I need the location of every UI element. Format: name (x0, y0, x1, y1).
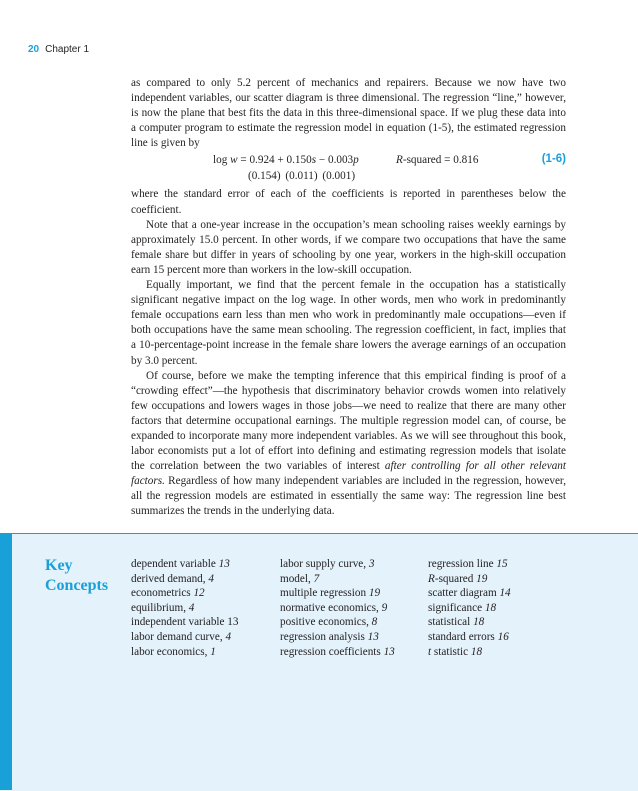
concept-term: regression line (428, 558, 497, 570)
concept-page: 13 (367, 630, 379, 643)
equation-1-6 (131, 153, 566, 186)
concept-item (280, 645, 395, 660)
concept-prefix: t (428, 645, 432, 658)
concept-page: 9 (381, 601, 388, 614)
concept-item (428, 645, 511, 660)
paragraph-1: as compared to only 5.2 percent of mechanics and repairers. Because we now have two independent variables, our scatter diagram is three dimensional. The regression “line,” however, is now the plane that best fits the data in this three-dimensional space. If we plug these data into a computer program to estimate the regression model in equation (1-5), the estimated regression line is given by (131, 77, 566, 150)
concept-term: scatter diagram (428, 587, 500, 600)
concept-term: significance (428, 601, 485, 614)
concept-page: 1 (210, 645, 216, 658)
concepts-column-2 (280, 557, 395, 659)
concept-term: model, (280, 572, 314, 585)
key-concepts-heading (45, 556, 108, 596)
concept-term: labor economics, (131, 645, 211, 658)
concept-page: 18 (473, 616, 485, 629)
concept-page: 4 (208, 572, 214, 585)
concepts-column-3 (428, 557, 511, 659)
concept-page: 19 (368, 587, 381, 600)
r-value: -squared = 0.816 (402, 154, 479, 167)
p5-text-a: Of course, before we make the tempting inference that this empirical finding is proof of a “crowding effect”—the hypothesis that discriminatory behavior crowds women into relatively few occupations and lowers wages in those jobs—we need to realize that there are many other factors that determine occupational earnings. The multiple regression model can, of course, be expanded to incorporate many more independent variables. As we will see throughout this book, labor economists put a lot of effort into defining and estimating regression models that isolate the correlation between the two variables of interest (131, 369, 566, 473)
concept-page: 19 (476, 572, 488, 585)
concept-term: normative economics, (280, 601, 382, 614)
concept-item (131, 601, 238, 616)
eq-part-b: − 0.003 (316, 154, 354, 167)
concept-page: 13 (218, 558, 230, 570)
concept-term: multiple regression (280, 587, 369, 600)
body-text (131, 76, 566, 520)
concept-page: 4 (225, 630, 232, 643)
concept-item (131, 630, 238, 645)
concept-page: 3 (368, 558, 375, 570)
concept-page: 8 (371, 616, 378, 629)
eq-log: log (213, 154, 231, 167)
concept-item (428, 630, 511, 645)
page-number: 20 (28, 44, 40, 55)
concept-item (428, 557, 511, 572)
concept-term: labor supply curve, (280, 558, 369, 570)
concept-item (428, 586, 511, 601)
paragraph-3: Note that a one-year increase in the occupation’s mean schooling raises weekly earnings by approximately 15.0 percent. In other words, if we compare two occupations that have the same female share but differ in years of schooling by one year, workers in the high-skill occupation earn 15 percent more than workers in the low-skill occupation. (131, 218, 566, 276)
concept-term: statistic (431, 645, 471, 658)
equation-number: (1-6) (541, 153, 566, 166)
concept-item (131, 557, 238, 572)
concept-item (280, 601, 395, 616)
concept-page: 4 (188, 601, 195, 614)
concept-term: regression analysis (280, 630, 368, 643)
key-concepts-stripe (0, 533, 12, 790)
paragraph-4: Equally important, we find that the percent female in the occupation has a statistically significant negative impact on the log wage. In other words, men who work in predominantly female occupations earn less than men who work in predominantly male occupations—even if both occupations have the same mean schooling. The regression coefficient, in fact, implies that a 10-percentage-point increase in the female share lowers the average earnings of an occupation by 3.0 percent. (131, 279, 566, 367)
concept-page: 14 (499, 587, 511, 600)
concept-item (131, 645, 238, 660)
concept-item (280, 630, 395, 645)
p5-italic: after controlling for all other relevant factors. (131, 460, 566, 488)
concept-item (428, 615, 511, 630)
concept-page: 18 (470, 645, 483, 658)
eq-part-a: = 0.924 + 0.150 (237, 154, 312, 167)
concept-page: 15 (496, 558, 508, 570)
concept-prefix: R (428, 572, 435, 585)
concept-page: 7 (313, 572, 320, 585)
standard-errors: (0.154) (0.011) (0.001) (248, 170, 356, 183)
concept-page: 16 (497, 630, 509, 643)
kc-title-line-2: Concepts (45, 577, 109, 594)
concept-item (280, 572, 395, 587)
chapter-label: Chapter 1 (45, 44, 90, 55)
concept-term: -squared (434, 572, 477, 585)
concept-page: 13 (383, 645, 395, 658)
concept-term: independent variable 13 (131, 616, 239, 629)
paragraph-2: where the standard error of each of the coefficients is reported in parentheses below the coefficient. (131, 188, 566, 216)
concept-term: econometrics (131, 587, 194, 600)
concept-term: labor demand curve, (131, 630, 226, 643)
eq-s: s (311, 154, 317, 167)
r-squared (396, 153, 478, 168)
p5-text-b: Regardless of how many independent variables are included in the regression, however, all the regression models are estimated in essentially the same way: The regression line best summarizes the trends in the underlying data. (131, 475, 566, 518)
concept-term: dependent variable (131, 558, 219, 570)
paragraph-5 (131, 369, 566, 520)
concept-item (131, 572, 238, 587)
concept-item (280, 586, 395, 601)
concept-term: statistical (428, 616, 474, 629)
running-head (28, 44, 89, 55)
concepts-column-1 (131, 557, 238, 659)
concept-term: derived demand, (131, 572, 209, 585)
equation-line (213, 153, 359, 168)
concept-term: equilibrium, (131, 601, 189, 614)
eq-p: p (353, 154, 359, 167)
concept-term: standard errors (428, 630, 498, 643)
concept-page: 12 (193, 587, 205, 600)
concept-item (280, 615, 395, 630)
concept-term: regression coefficients (280, 645, 384, 658)
concept-item (428, 601, 511, 616)
concept-term: positive economics, (280, 616, 372, 629)
kc-title-line-1: Key (45, 557, 73, 574)
concept-item (131, 586, 238, 601)
concept-item (428, 572, 511, 587)
eq-w: w (230, 154, 238, 167)
concept-item (280, 557, 395, 572)
concept-item (131, 615, 238, 630)
r-letter: R (396, 154, 403, 167)
concept-page: 18 (484, 601, 497, 614)
